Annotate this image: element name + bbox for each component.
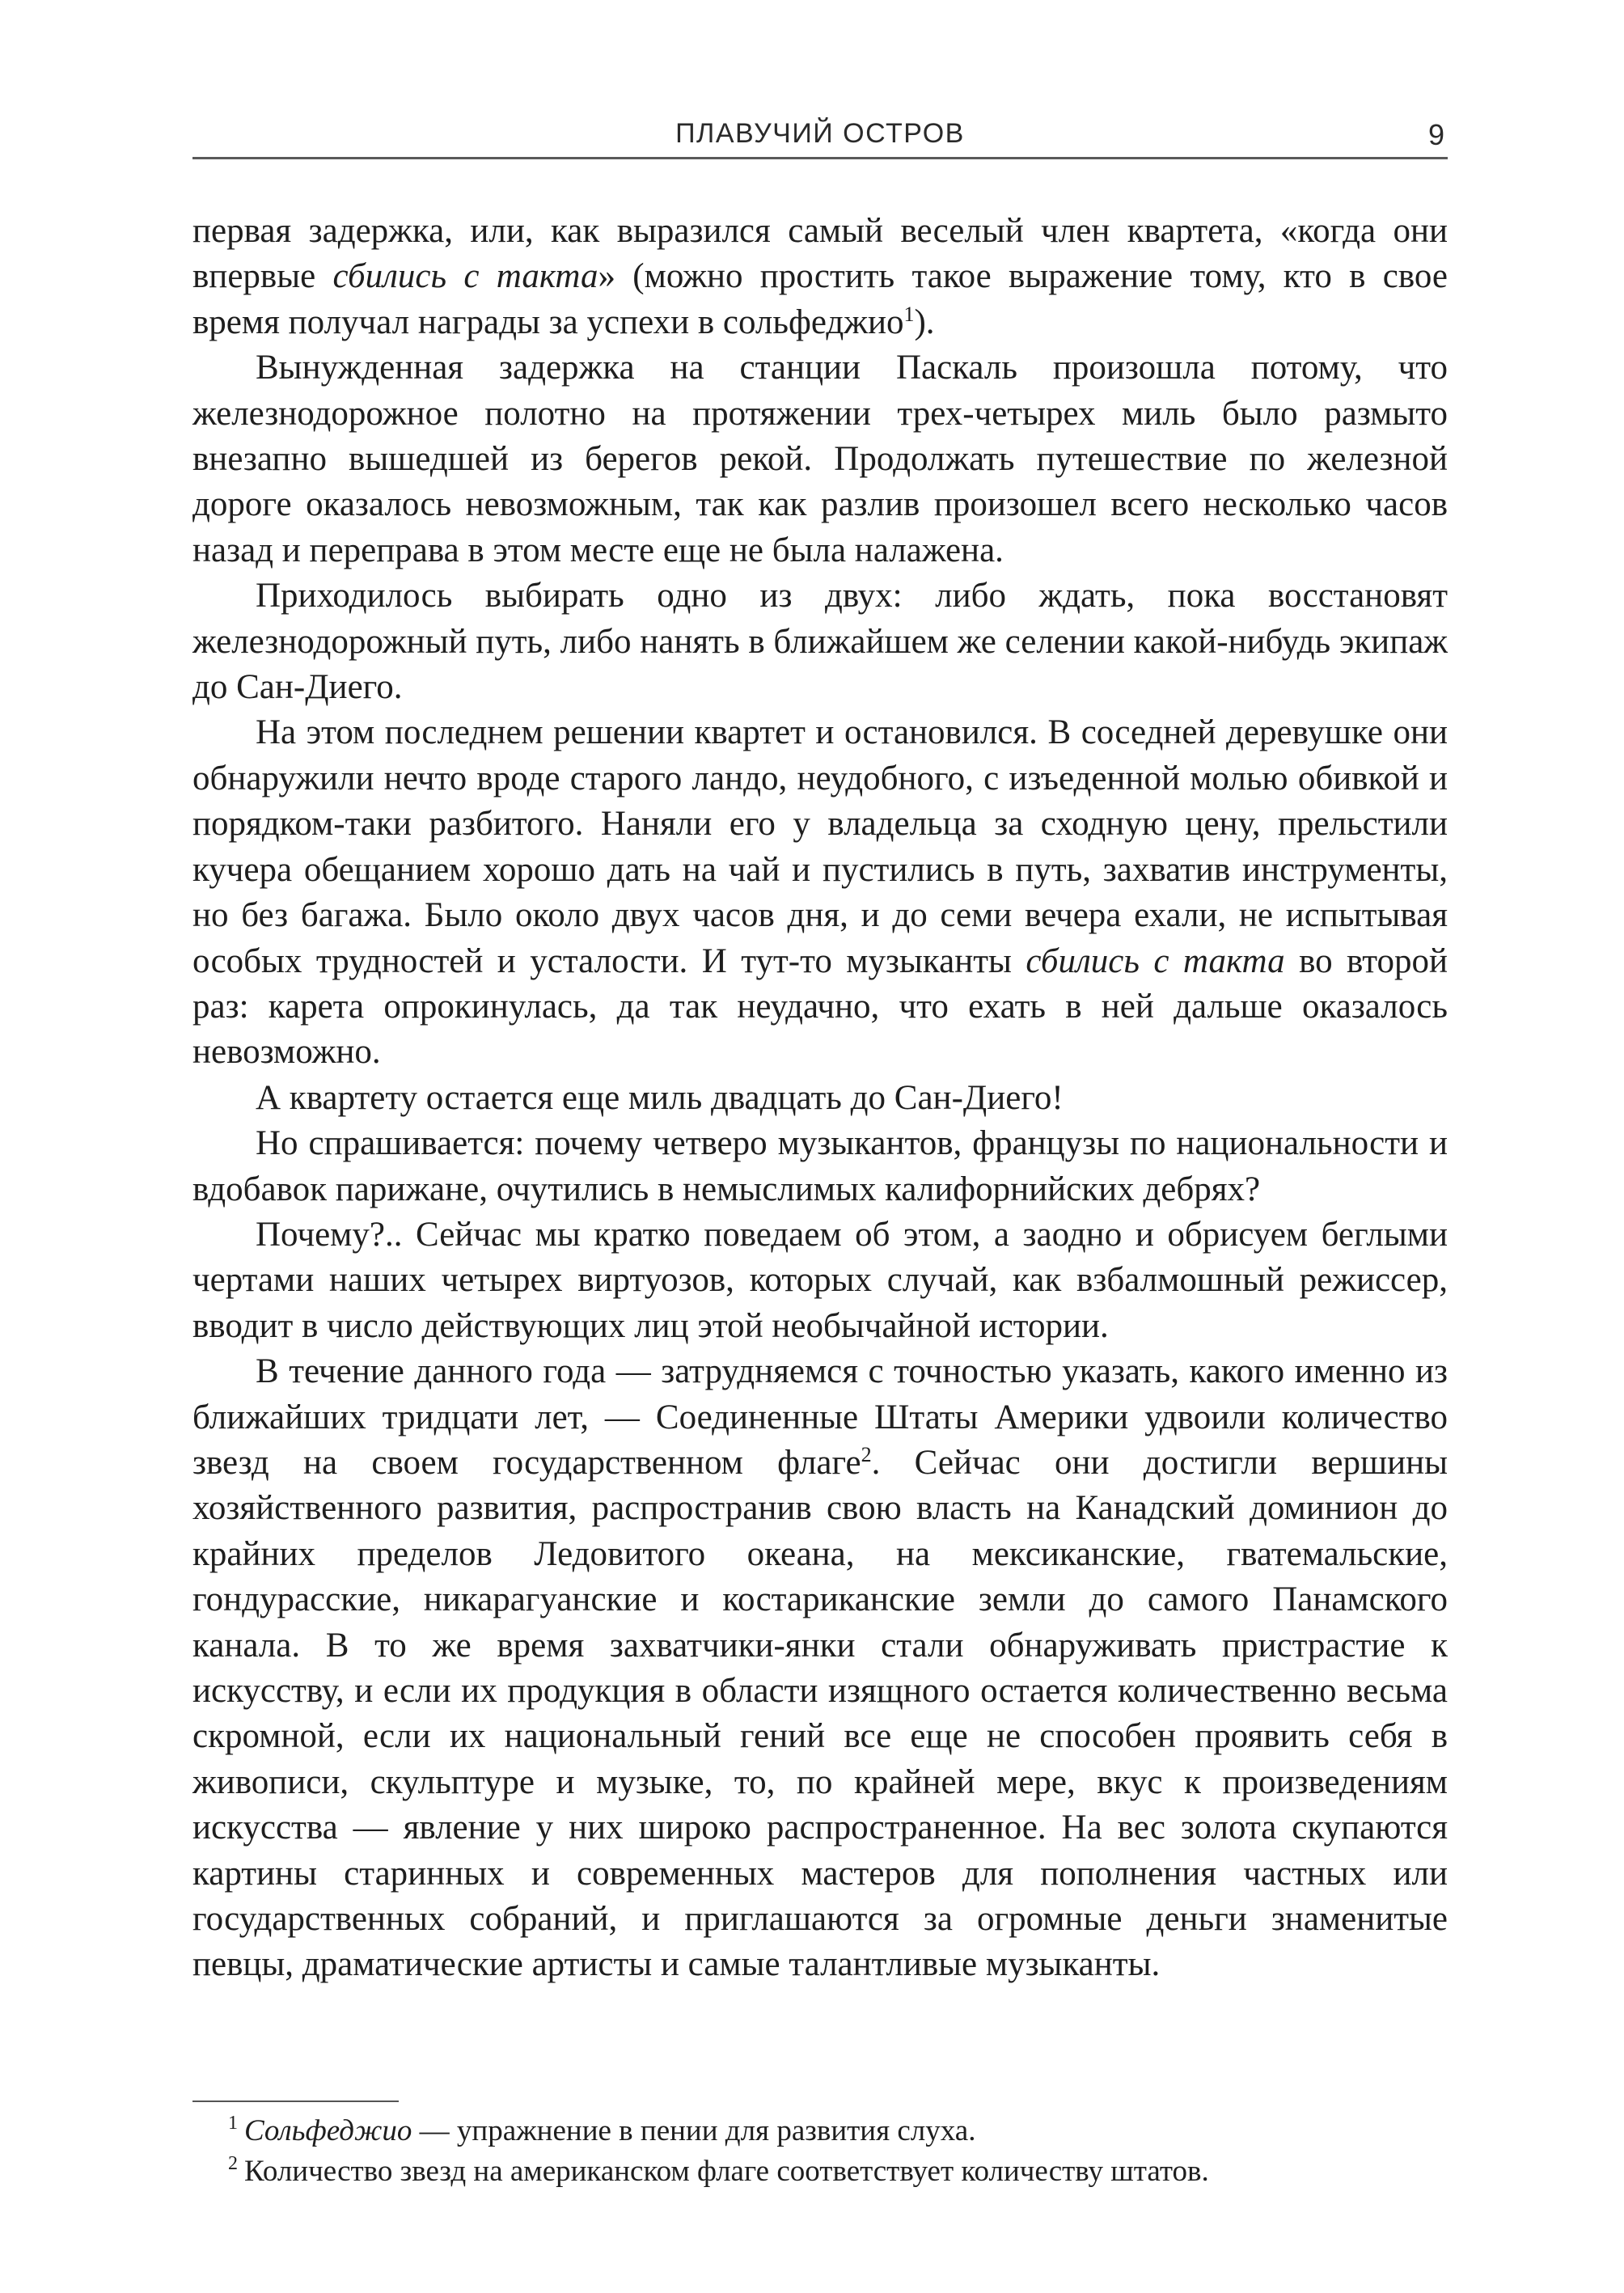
footnotes [192,2111,1448,2192]
footnote-term: Сольфеджио [244,2114,412,2147]
paragraph-1: первая задержка, или, как выразился самый веселый член квартета, «когда они впервые сбились с такта» (можно простить такое выражение тому, кто в свое время получал награды за успехи в сольфеджио$^1$). [192,212,1448,341]
italic-phrase: сбились с такта [1026,941,1285,980]
page-number: 9 [1427,118,1444,151]
running-header [192,118,1448,159]
paragraph-2: Вынужденная задержка на станции Паскаль произошла потому, что железнодорожное полотно на протяжении трех-четырех миль было размыто внезапно вышедшей из берегов рекой. Продолжать путешествие по железной дороге оказалось невозможным, так как разлив произошел всего несколько часов назад и переправа в этом месте еще не была налажена. [192,349,1448,569]
paragraph-8: В течение данного года — затрудняемся с точностью указать, какого именно из ближайших тридцати лет, — Соединенные Штаты Америки удвоили количество звезд на своем государственном флаге$^2$. Сейчас они достигли вершины хозяйственного развития, распространив свою власть на Канадский доминион до крайних пределов Ледовитого океана, на мексиканские, гватемальские, гондурасские, никарагуанские и костариканские земли до самого Панамского канала. В то же время захватчики-янки стали обнаруживать пристрастие к искусству, и если их продукция в области изящного остается количественно весьма скромной, если их национальный гений все еще не способен проявить себя в живописи, скульптуре и музыке, то, по крайней мере, вкус к произведениям искусства — явление у них широко распространенное. На вес золота скупаются картины старинных и современных мастеров для пополнения частных или государственных собраний, и приглашаются за огромные деньги знаменитые певцы, драматические артисты и самые талантливые музыканты. [192,1352,1448,1984]
main-text [192,209,1448,1988]
footnote-ref-1: 1 [903,302,915,326]
footnote-1: $^1$ Сольфеджио — упражнение в пении для развития слуха. [228,2113,976,2147]
running-title: ПЛАВУЧИЙ ОСТРОВ [675,118,965,149]
footnote-ref-2: 2 [861,1442,872,1466]
paragraph-5: А квартету остается еще миль двадцать до Сан-Диего! [256,1078,1064,1117]
footnote-number: 1 [228,2113,238,2134]
paragraph-6: Но спрашивается: почему четверо музыкантов, французы по национальности и вдобавок парижане, очутились в немыслимых калифорнийских дебрях? [192,1124,1448,1208]
paragraph-7: Почему?.. Сейчас мы кратко поведаем об этом, а заодно и обрисуем беглыми чертами наших четырех виртуозов, которых случай, как взбалмошный режиссер, вводит в число действующих лиц этой необычайной истории. [192,1215,1448,1345]
paragraph-3: Приходилось выбирать одно из двух: либо ждать, пока восстановят железнодорожный путь, либо нанять в ближайшем же селении какой-нибудь экипаж до Сан-Диего. [192,577,1448,707]
paragraph-4: На этом последнем решении квартет и остановился. В соседней деревушке они обнаружили нечто вроде старого ландо, неудобного, с изъеденной молью обивкой и порядком-таки разбитого. Наняли его у владельца за сходную цену, прельстили кучера обещанием хорошо дать на чай и пустились в путь, захватив инструменты, но без багажа. Было около двух часов дня, и до семи вечера ехали, не испытывая особых трудностей и усталости. И тут-то музыканты сбились с такта во второй раз: карета опрокинулась, да так неудачно, что ехать в ней дальше оказалось невозможно. [192,713,1448,1072]
footnote-2: $^2$ Количество звезд на американском флаге соответствует количеству штатов. [228,2153,1209,2188]
italic-phrase: сбились с такта [332,257,598,296]
footnote-divider [192,2101,399,2102]
footnote-number: 2 [228,2153,238,2174]
